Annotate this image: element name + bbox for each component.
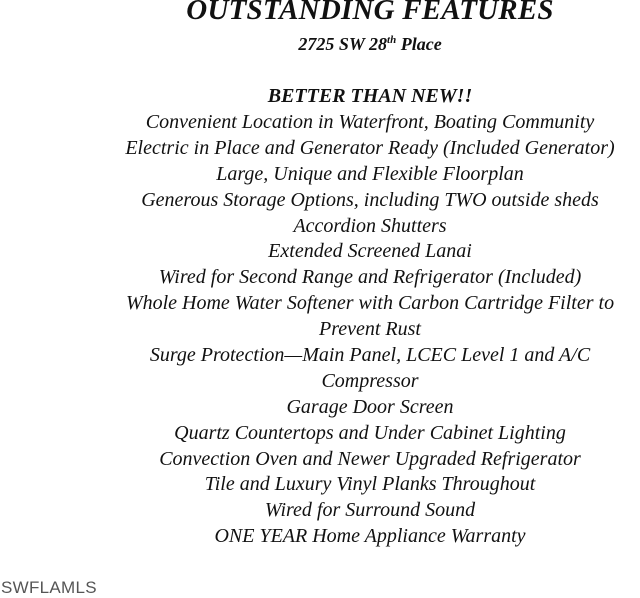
feature-list (0, 110, 640, 550)
feature-item: Accordion Shutters (293, 214, 447, 237)
feature-item: Wired for Surround Sound (264, 499, 476, 522)
feature-item: Garage Door Screen (286, 395, 454, 418)
page-title: OUTSTANDING FEATURES (186, 0, 554, 26)
feature-item: Generous Storage Options, including TWO outside sheds (141, 188, 599, 211)
mls-watermark: SWFLAMLS (1, 578, 97, 597)
feature-item: Large, Unique and Flexible Floorplan (216, 162, 524, 185)
feature-item: ONE YEAR Home Appliance Warranty (214, 525, 526, 548)
feature-item: Tile and Luxury Vinyl Planks Throughout (204, 473, 536, 496)
feature-item: Convection Oven and Newer Upgraded Refrigerator (159, 447, 581, 470)
address-place: Place (396, 34, 442, 54)
feature-item: Surge Protection—Main Panel, LCEC Level 1 and A/C (149, 344, 591, 367)
feature-item: Wired for Second Range and Refrigerator (Included) (158, 266, 582, 289)
address-street: 2725 SW 28 (298, 34, 388, 54)
feature-item: Quartz Countertops and Under Cabinet Lighting (174, 421, 566, 444)
feature-item: Compressor (321, 369, 419, 392)
property-address (0, 34, 640, 55)
feature-item: Convenient Location in Waterfront, Boating Community (145, 111, 595, 133)
subheading: BETTER THAN NEW!! (267, 85, 473, 107)
address-ordinal-suffix: th (387, 34, 397, 46)
feature-item: Extended Screened Lanai (268, 240, 472, 263)
feature-item: Whole Home Water Softener with Carbon Cartridge Filter to (125, 292, 615, 315)
feature-item: Prevent Rust (318, 318, 421, 341)
feature-item: Electric in Place and Generator Ready (Included Generator) (125, 136, 615, 159)
